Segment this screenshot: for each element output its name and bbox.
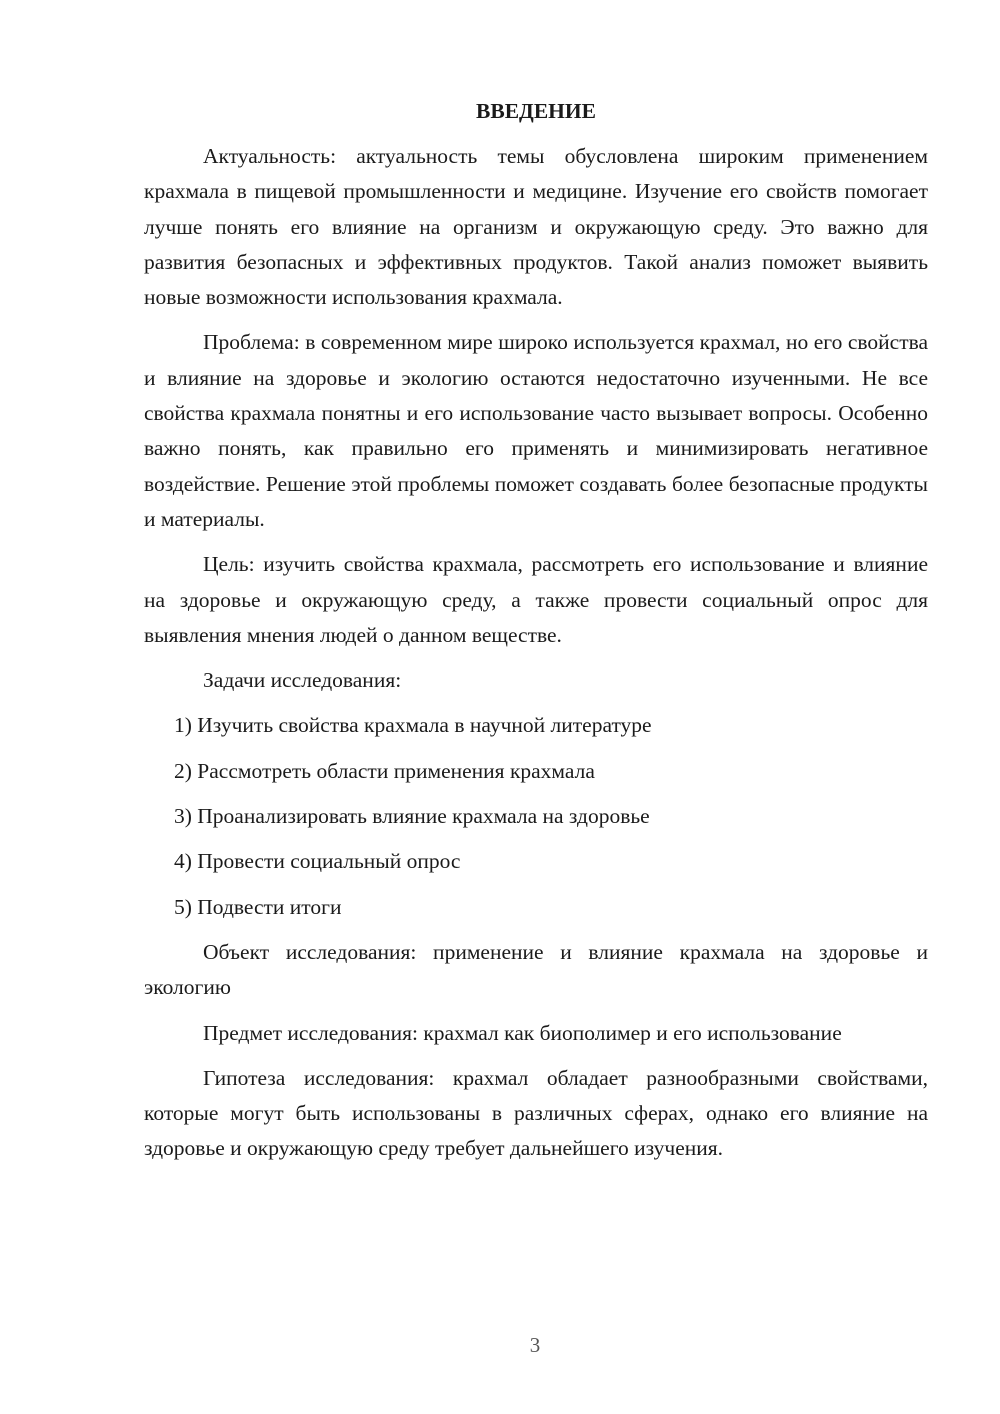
task-item-4: 4) Провести социальный опрос [174, 849, 461, 874]
paragraph-subject: Предмет исследования: крахмал как биополимер и его использование [203, 1020, 842, 1045]
task-item-2: 2) Рассмотреть области применения крахмала [174, 758, 595, 783]
paragraph-object: Объект исследования: применение и влияние крахмала на здоровье и экологию [144, 939, 928, 1000]
task-item-3: 3) Проанализировать влияние крахмала на здоровье [174, 804, 650, 829]
page-number: 3 [529, 1333, 541, 1357]
paragraph-goal: Цель: изучить свойства крахмала, рассмотреть его использование и влияние на здоровье и окружающую среду, а также провести социальный опрос для выявления мнения людей о данном веществе. [144, 552, 928, 647]
tasks-title: Задачи исследования: [203, 668, 402, 693]
paragraph-relevance: Актуальность: актуальность темы обусловлена широким применением крахмала в пищевой промышленности и медицине. Изучение его свойств помогает лучше понять его влияние на организм и окружающую среду. Это важно для развития безопасных и эффективных продуктов. Такой анализ поможет выявить новые возможности использования крахмала. [144, 144, 928, 310]
tasks-list [144, 708, 928, 924]
paragraph-problem: Проблема: в современном мире широко используется крахмал, но его свойства и влияние на здоровье и экологию остаются недостаточно изученными. Не все свойства крахмала понятны и его использование часто вызывает вопросы. Особенно важно понять, как правильно его применять и минимизировать негативное воздействие. Решение этой проблемы поможет создавать более безопасные продукты и материалы. [144, 330, 928, 531]
section-heading: ВВЕДЕНИЕ [476, 99, 596, 123]
task-item-5: 5) Подвести итоги [174, 894, 342, 919]
paragraph-hypothesis: Гипотеза исследования: крахмал обладает разнообразными свойствами, которые могут быть использованы в различных сферах, однако его влияние на здоровье и окружающую среду требует дальнейшего изучения. [144, 1065, 928, 1161]
task-item-1: 1) Изучить свойства крахмала в научной литературе [174, 713, 652, 738]
document-page [144, 92, 928, 1177]
